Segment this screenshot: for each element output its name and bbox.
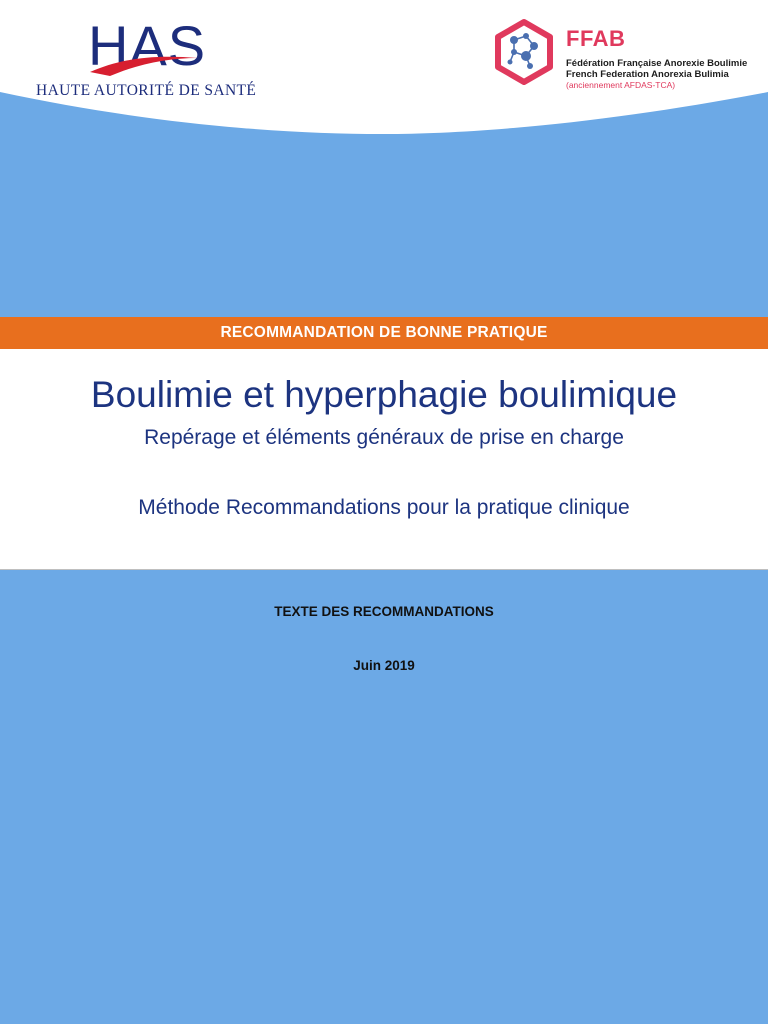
title-panel xyxy=(0,349,768,570)
has-logo xyxy=(36,14,276,104)
document-method: Méthode Recommandations pour la pratique clinique xyxy=(138,496,630,519)
document-title: Boulimie et hyperphagie boulimique xyxy=(90,374,678,415)
has-logo-letters: HAS xyxy=(88,14,207,77)
document-date: Juin 2019 xyxy=(353,658,415,673)
has-logo-subtitle: HAUTE AUTORITÉ DE SANTÉ xyxy=(36,82,257,99)
header xyxy=(0,0,768,140)
document-type: TEXTE DES RECOMMANDATIONS xyxy=(274,604,494,619)
ffab-logo-title: FFAB xyxy=(566,26,626,51)
document-subtitle: Repérage et éléments généraux de prise en charge xyxy=(144,426,624,449)
ffab-logo-line3: (anciennement AFDAS-TCA) xyxy=(566,80,676,90)
category-band: RECOMMANDATION DE BONNE PRATIQUE xyxy=(0,317,768,349)
ffab-logo xyxy=(490,18,762,88)
has-swoosh-icon xyxy=(88,50,218,80)
ffab-logo-line2: French Federation Anorexia Bulimia xyxy=(566,69,729,80)
ffab-logo-line1: Fédération Française Anorexie Boulimie xyxy=(566,58,748,69)
molecule-hexagon-icon xyxy=(490,18,558,86)
